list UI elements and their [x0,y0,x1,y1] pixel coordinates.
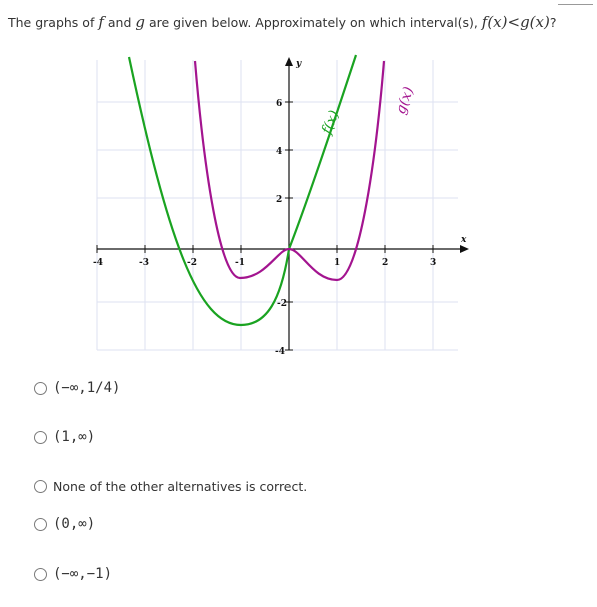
option-3-radio[interactable] [34,480,47,493]
x-tick-label: -3 [139,258,149,268]
x-tick-label: -1 [235,258,245,268]
y-tick-labels [275,99,287,357]
option-2[interactable] [34,429,95,445]
option-1-label: (−∞,1/4) [53,380,121,396]
option-5[interactable] [34,566,112,582]
x-tick-label: 3 [430,258,437,268]
g-symbol: g [135,13,145,31]
inequality: f(x)<g(x) [481,13,550,31]
option-4-radio[interactable] [34,518,47,531]
option-2-radio[interactable] [34,431,47,444]
f-curve-label: f(x) [318,108,343,137]
f-symbol: f [98,13,104,31]
y-axis-label: y [296,59,302,69]
option-5-radio[interactable] [34,568,47,581]
y-tick-label: 2 [276,195,283,205]
g-curve-label: g(x) [392,84,418,117]
option-1[interactable] [34,380,120,396]
y-tick-label: -4 [275,347,285,357]
option-4-label: (0,∞) [53,516,96,532]
f-curve [129,55,356,325]
x-axis-arrow [460,245,469,253]
y-tick-label: 6 [276,99,283,109]
option-2-label: (1,∞) [53,429,96,445]
question-text: The graphs of f and g are given below. Approximately on which interval(s), f(x)<g(x)? [8,13,557,31]
x-tick-label: -4 [93,258,103,268]
x-axis-label: x [461,235,467,245]
y-axis-arrow [285,57,293,66]
option-4[interactable] [34,516,95,532]
option-1-radio[interactable] [34,382,47,395]
x-tick-labels [93,258,436,268]
x-tick-label: 1 [334,258,341,268]
header-rule [558,4,593,5]
x-tick-label: -2 [187,258,197,268]
option-5-label: (−∞,−1) [53,566,113,582]
y-tick-label: -2 [277,299,287,309]
function-graph [88,50,480,360]
x-tick-label: 2 [382,258,389,268]
y-tick-label: 4 [276,147,283,157]
option-3-label: None of the other alternatives is correct. [53,479,308,494]
option-3[interactable] [34,479,307,494]
